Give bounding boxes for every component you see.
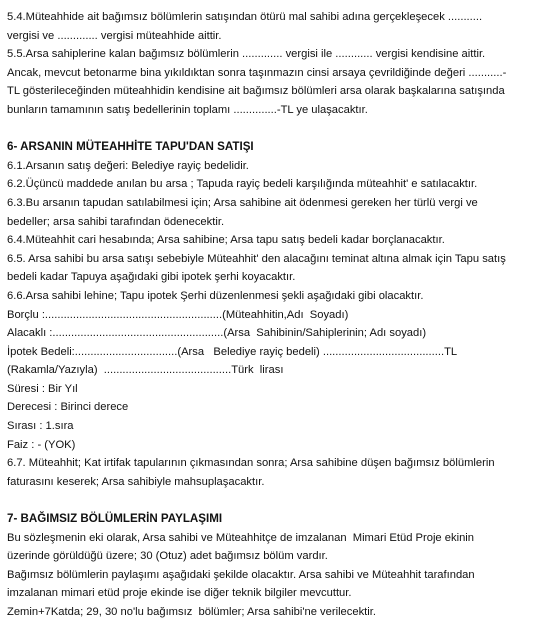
line: imzalanan mimari etüd proje ekinde ise diğer teknik bilgiler mevcuttur.	[7, 587, 352, 600]
line: Borçlu :.........................................................(Müteahhitin,Adı Soyadı)	[7, 308, 349, 321]
section-heading: 6- ARSANIN MÜTEAHHİTE TAPU'DAN SATIŞI	[7, 140, 254, 154]
line: 6.4.Müteahhit cari hesabında; Arsa sahibine; Arsa tapu satış bedeli kadar borçlanacaktır.	[7, 234, 445, 247]
line: üzerinde görüldüğü üzere; 30 (Otuz) adet bağımsız bölüm vardır.	[7, 550, 328, 563]
spacer	[7, 120, 550, 139]
line: Bu sözleşmenin eki olarak, Arsa sahibi ve Müteahhitçe de imzalanan Mimari Etüd Proje ekinin	[7, 531, 474, 544]
section-heading: 7- BAĞIMSIZ BÖLÜMLERİN PAYLAŞIMI	[7, 512, 223, 526]
line: 6.7. Müteahhit; Kat irtifak tapularının çıkmasından sonra; Arsa sahibine düşen bağımsız bölümlerin	[7, 457, 495, 470]
line: Faiz : - (YOK)	[7, 438, 76, 451]
line: Derecesi : Birinci derece	[7, 401, 129, 414]
line: Zemin+7Katda; 29, 30 no'lu bağımsız bölümler; Arsa sahibi'ne verilecektir.	[7, 606, 376, 618]
section-5-continued	[7, 8, 550, 120]
section-7	[7, 510, 550, 622]
line: 6.6.Arsa sahibi lehine; Tapu ipotek Şerhi düzenlenmesi şekli aşağıdaki gibi olacaktır.	[7, 289, 424, 302]
line: bedeller; arsa sahibi tarafından ödenecektir.	[7, 215, 225, 228]
line: 6.3.Bu arsanın tapudan satılabilmesi için; Arsa sahibine ait ödenmesi gereken her türlü vergi ve	[7, 196, 478, 209]
line: Bağımsız bölümlerin paylaşımı aşağıdaki şekilde olacaktır. Arsa sahibi ve Müteahhit tarafından	[7, 568, 475, 581]
spacer	[7, 491, 550, 510]
line: Süresi : Bir Yıl	[7, 382, 78, 395]
line: Alacaklı :.......................................................(Arsa Sahibinin/Sahiplerinin; Adı soyadı)	[7, 327, 427, 340]
line: 5.4.Müteahhide ait bağımsız bölümlerin satışından ötürü mal sahibi adına gerçekleşecek ...........	[7, 11, 483, 23]
line: 6.2.Üçüncü maddede anılan bu arsa ; Tapuda rayiç bedeli karşılığında müteahhit' e satılacaktır.	[7, 178, 478, 191]
line: Sırası : 1.sıra	[7, 420, 74, 433]
line: 6.1.Arsanın satış değeri: Belediye rayiç bedelidir.	[7, 159, 249, 172]
line: İpotek Bedeli:.................................(Arsa Belediye rayiç bedeli) .......................................TL	[7, 345, 458, 358]
line: Ancak, mevcut betonarme bina yıkıldıktan sonra taşınmazın cinsi arsaya çevrildiğinde değeri ...........-	[7, 66, 507, 79]
line: faturasını keserek; Arsa sahibiyle mahsuplaşacaktır.	[7, 475, 265, 488]
line: bedeli kadar Tapuya aşağıdaki gibi ipotek şerhi koyacaktır.	[7, 271, 296, 284]
section-6	[7, 138, 550, 491]
line: bunların tamamının satış bedellerinin toplamı ..............-TL ye ulaşacaktır.	[7, 103, 368, 116]
line: 5.5.Arsa sahiplerine kalan bağımsız bölümlerin ............. vergisi ile ............ vergisi kendisine aittir.	[7, 48, 486, 61]
line: TL gösterileceğinden müteahhidin kendisine ait bağımsız bölümleri arsa olarak başkalarına satışında	[7, 85, 505, 98]
line: vergisi ve ............. vergisi müteahhide aittir.	[7, 29, 222, 42]
line: 6.5. Arsa sahibi bu arsa satışı sebebiyle Müteahhit' den alacağını teminat altına almak için Tapu satış	[7, 252, 506, 265]
line: (Rakamla/Yazıyla) .........................................Türk lirası	[7, 364, 284, 377]
